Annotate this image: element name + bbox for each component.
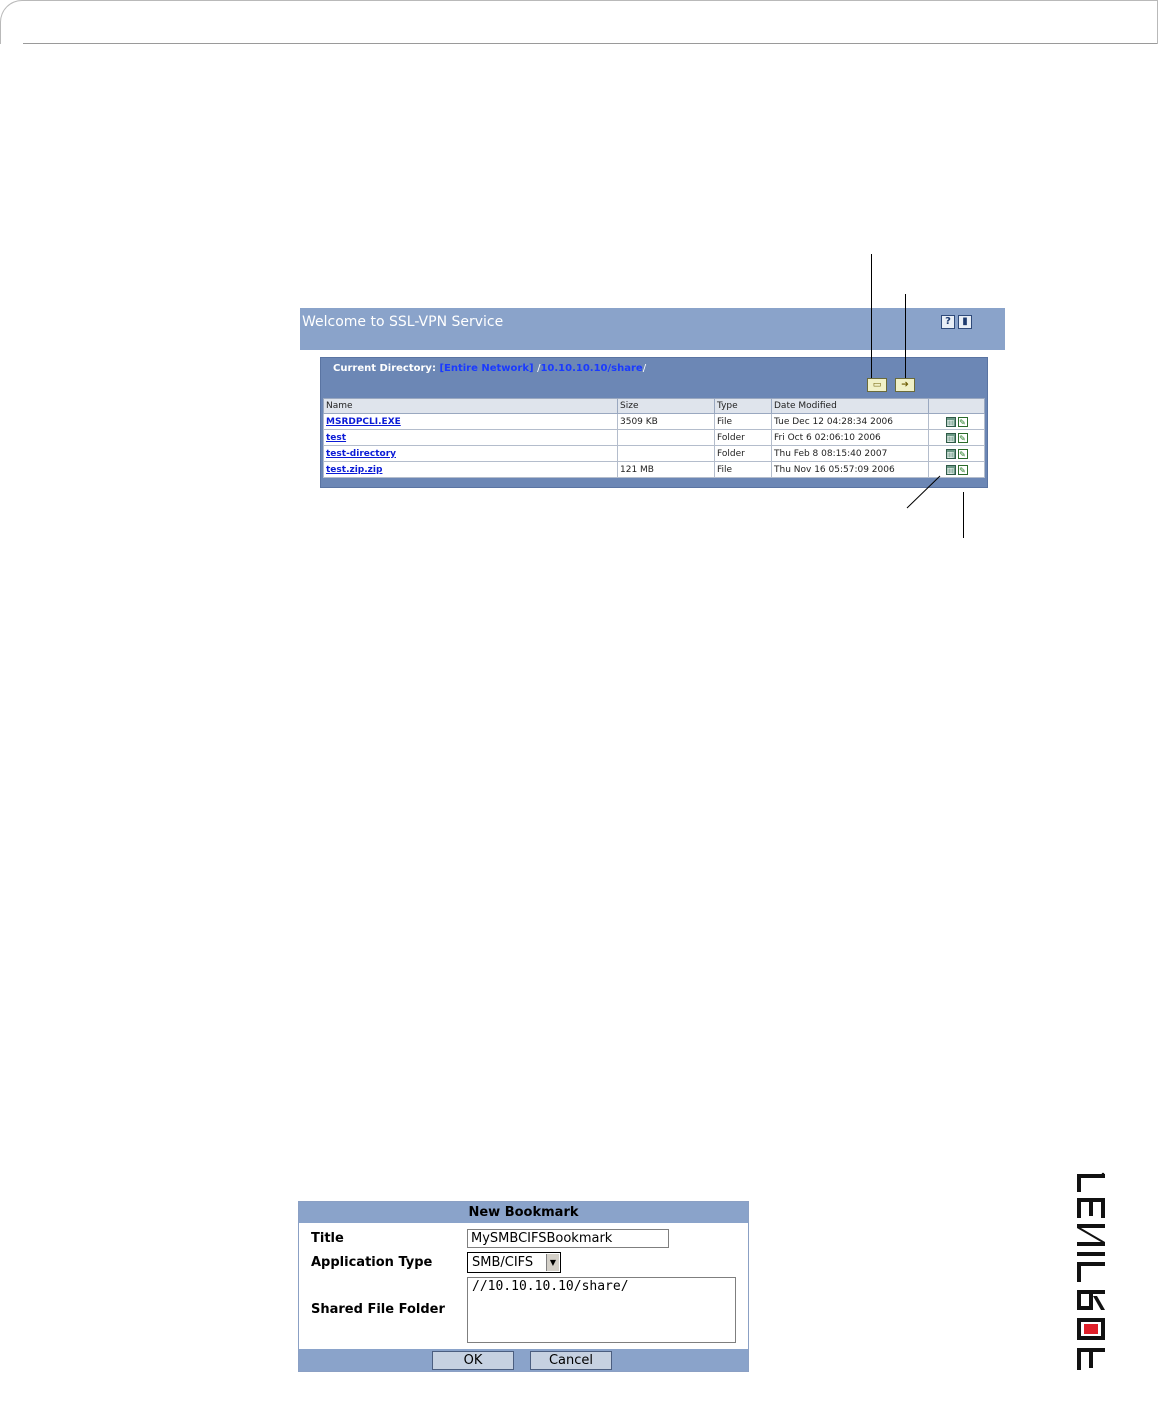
shared-folder-label: Shared File Folder xyxy=(311,1302,445,1317)
title-label: Title xyxy=(311,1231,344,1246)
file-link[interactable]: test xyxy=(326,432,347,443)
delete-icon[interactable]: ▥ xyxy=(946,417,955,427)
file-type: File xyxy=(715,462,772,478)
share-path-link[interactable]: 10.10.10.10/share xyxy=(540,363,643,374)
welcome-title: Welcome to SSL-VPN Service xyxy=(302,314,504,330)
dialog-title: New Bookmark xyxy=(299,1202,748,1223)
shared-folder-input[interactable] xyxy=(467,1277,736,1343)
col-type-header: Type xyxy=(715,399,772,414)
file-link[interactable]: test-directory xyxy=(326,448,396,459)
delete-icon[interactable]: ▥ xyxy=(946,433,955,443)
application-type-select[interactable] xyxy=(467,1252,561,1273)
chevron-down-icon[interactable]: ▼ xyxy=(546,1254,559,1271)
file-modified: Thu Nov 16 05:57:09 2006 xyxy=(772,462,929,478)
col-modified-header: Date Modified xyxy=(772,399,929,414)
table-header-row xyxy=(324,399,985,414)
table-row xyxy=(324,462,985,478)
col-name-header: Name xyxy=(324,399,618,414)
dialog-footer xyxy=(299,1349,748,1371)
file-table xyxy=(323,398,985,478)
table-row xyxy=(324,430,985,446)
ok-button[interactable]: OK xyxy=(432,1351,514,1370)
callout-line-new-folder xyxy=(871,254,872,378)
new-bookmark-dialog xyxy=(298,1201,749,1372)
callout-line-rename xyxy=(963,492,964,538)
rename-icon[interactable]: ✎ xyxy=(959,433,966,443)
path-trail: / xyxy=(642,363,647,374)
file-link[interactable]: MSRDPCLI.EXE xyxy=(326,416,401,427)
file-modified: Fri Oct 6 02:06:10 2006 xyxy=(772,430,929,446)
path-separator: / xyxy=(537,363,541,374)
col-size-header: Size xyxy=(618,399,715,414)
file-size: 3509 KB xyxy=(618,414,715,430)
title-input[interactable] xyxy=(467,1229,669,1248)
file-link[interactable]: test.zip.zip xyxy=(326,464,383,475)
current-directory xyxy=(333,363,646,374)
file-size: 121 MB xyxy=(618,462,715,478)
help-icon[interactable]: ? xyxy=(941,315,955,329)
new-folder-icon[interactable]: ▭ xyxy=(867,378,887,392)
rename-icon[interactable]: ✎ xyxy=(959,465,966,475)
rename-icon[interactable]: ✎ xyxy=(959,449,966,459)
callout-line-delete xyxy=(900,474,942,510)
logout-icon[interactable]: ▮ xyxy=(958,315,972,329)
top-icons xyxy=(941,315,972,329)
table-row xyxy=(324,414,985,430)
welcome-bar xyxy=(300,308,1005,350)
entire-network-link[interactable]: [Entire Network] xyxy=(439,363,534,374)
callout-line-upload xyxy=(905,294,906,378)
file-size xyxy=(618,446,715,462)
file-size xyxy=(618,430,715,446)
delete-icon[interactable]: ▥ xyxy=(946,449,955,459)
cancel-button[interactable]: Cancel xyxy=(530,1351,612,1370)
rename-icon[interactable]: ✎ xyxy=(959,417,966,427)
directory-toolbar xyxy=(867,378,915,392)
fortinet-logo xyxy=(1077,1172,1105,1412)
file-type: Folder xyxy=(715,446,772,462)
application-type-value: SMB/CIFS xyxy=(472,1255,534,1270)
file-type: Folder xyxy=(715,430,772,446)
page-header-frame xyxy=(0,0,1158,44)
current-directory-label: Current Directory: xyxy=(333,363,436,374)
file-modified: Tue Dec 12 04:28:34 2006 xyxy=(772,414,929,430)
col-actions-header xyxy=(929,399,985,414)
application-type-label: Application Type xyxy=(311,1255,433,1270)
ssl-vpn-file-browser xyxy=(300,308,1005,488)
table-row xyxy=(324,446,985,462)
upload-icon[interactable]: ➔ xyxy=(895,378,915,392)
directory-panel xyxy=(320,357,988,488)
delete-icon[interactable]: ▥ xyxy=(946,465,955,475)
file-type: File xyxy=(715,414,772,430)
file-modified: Thu Feb 8 08:15:40 2007 xyxy=(772,446,929,462)
